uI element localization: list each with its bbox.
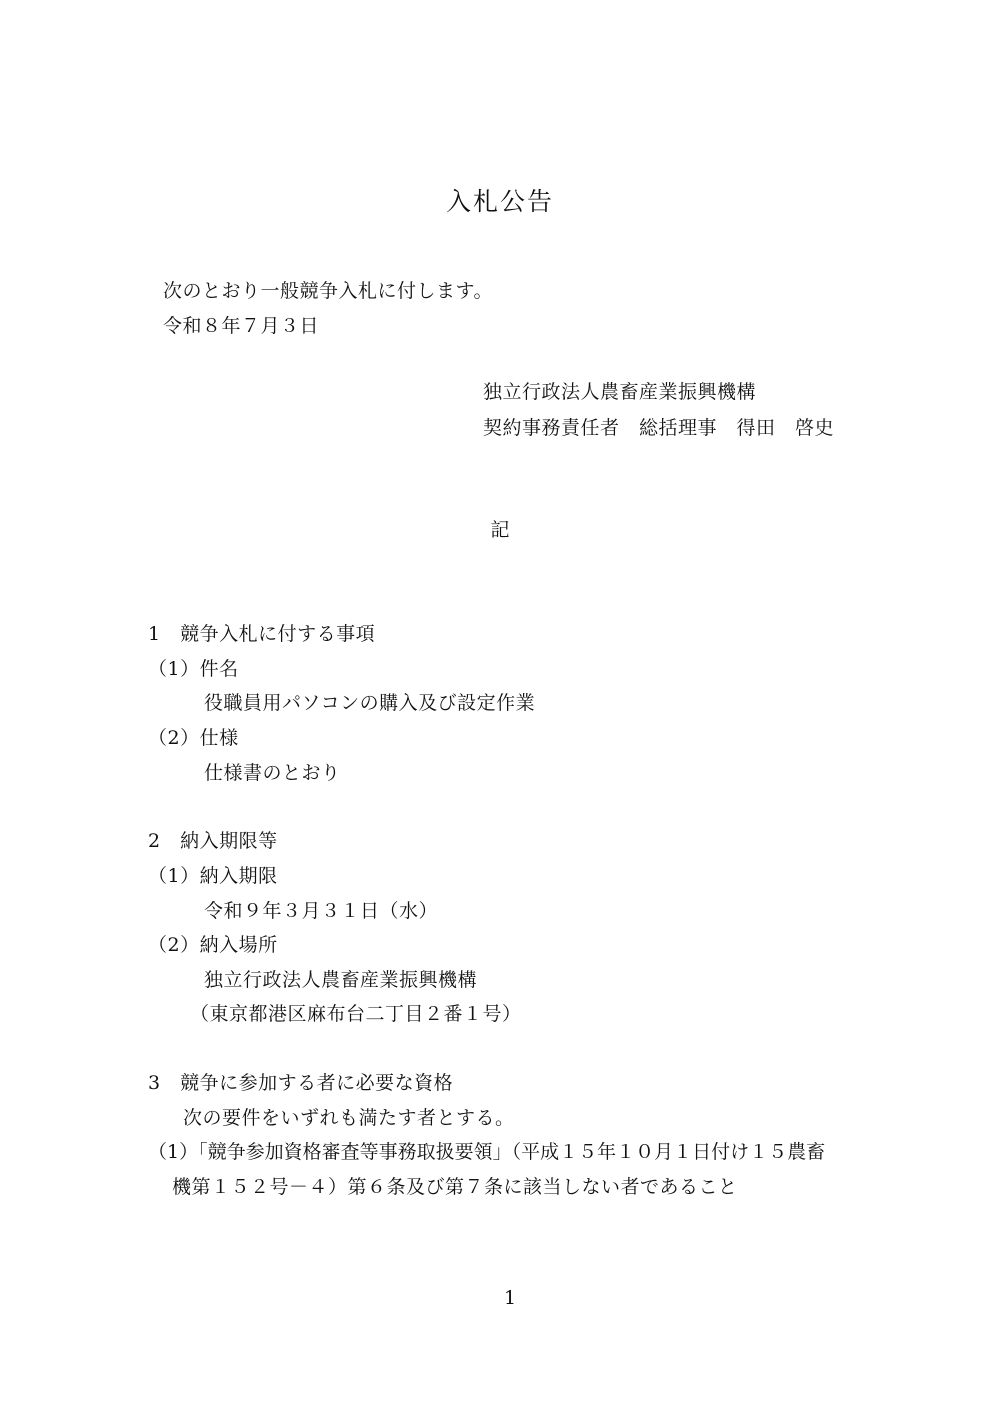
section-1-item-2-value: 仕様書のとおり — [204, 762, 341, 784]
section-3-heading: 3 競争に参加する者に必要な資格 — [148, 1072, 454, 1094]
issuer-organization: 独立行政法人農畜産業振興機構 — [483, 381, 757, 403]
section-2-item-2-address: （東京都港区麻布台二丁目２番１号） — [190, 1003, 522, 1025]
issuer-contract-officer: 契約事務責任者 総括理事 得田 啓史 — [483, 417, 835, 439]
notice-date: 令和８年７月３日 — [163, 315, 320, 337]
section-1-heading: 1 競争入札に付する事項 — [148, 623, 376, 645]
section-2-item-1-value: 令和９年３月３１日（水） — [204, 900, 439, 922]
intro-notice: 次のとおり一般競争入札に付します。 — [163, 280, 493, 302]
section-2-item-2-label: （2）納入場所 — [148, 934, 278, 956]
section-2-item-1-label: （1）納入期限 — [148, 865, 278, 887]
section-1-item-1-label: （1）件名 — [148, 658, 239, 680]
section-2-heading: 2 納入期限等 — [148, 830, 278, 852]
section-2-item-2-value: 独立行政法人農畜産業振興機構 — [204, 969, 478, 991]
section-1-item-1-value: 役職員用パソコンの購入及び設定作業 — [204, 692, 536, 714]
section-3-item-1-line-1: （1）「競争参加資格審査等事務取扱要領」（平成１５年１０月１日付け１５農畜 — [148, 1141, 826, 1163]
page-number: 1 — [503, 1287, 517, 1309]
section-1-item-2-label: （2）仕様 — [148, 727, 239, 749]
document-title: 入札公告 — [445, 187, 554, 216]
section-3-intro: 次の要件をいずれも満たす者とする。 — [183, 1107, 515, 1129]
record-mark: 記 — [490, 519, 510, 541]
section-3-item-1-line-2: 機第１５２号－４）第６条及び第７条に該当しない者であること — [172, 1176, 738, 1198]
